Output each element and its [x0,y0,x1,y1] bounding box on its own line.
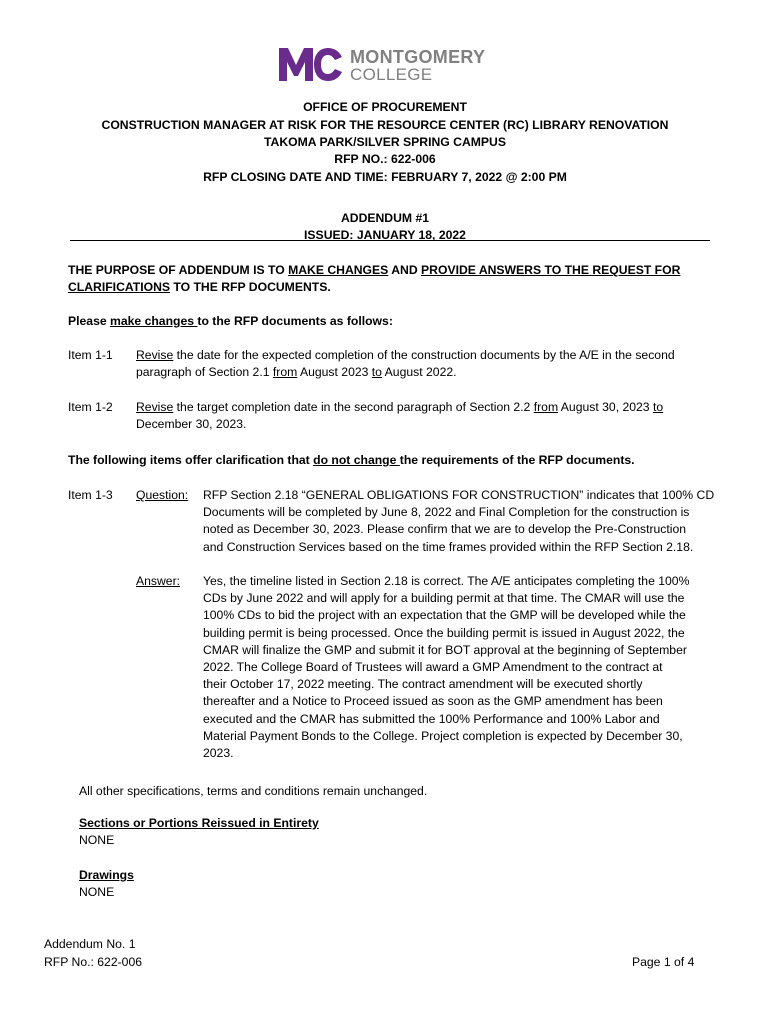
drawings-heading [79,867,134,884]
purpose-make-changes: MAKE CHANGES [288,263,389,277]
from-word: from [533,400,559,414]
campus-line: TAKOMA PARK/SILVER SPRING CAMPUS [264,135,506,149]
item-1-3-label: Item 1-3 [68,488,113,502]
purpose-text: TO THE RFP DOCUMENTS. [170,280,331,295]
rfp-number-line: RFP NO.: 622-006 [334,152,436,166]
revise-word: Revise [136,348,174,362]
question-line: and Construction Services based on the time frames provided within the RFP Section 2.18. [203,539,694,554]
changes-intro-text: to the RFP documents as follows: [197,314,393,328]
drawings-heading-text: Drawings [79,868,134,882]
sections-reissued-heading-text: Sections or Portions Reissued in Entirety [79,816,319,830]
to-word: to [371,365,382,380]
drawings-value: NONE [79,885,115,899]
clarification-text: The following items offer clarification that [68,453,314,467]
changes-intro-text: Please [68,314,111,328]
answer-line: Yes, the timeline listed in Section 2.18 is correct. The A/E anticipates completing the 100% [203,574,690,588]
answer-line: Material Payment Bonds to the College. Project completion is expected by December 30, [203,728,683,743]
clarification-underlined: do not change [313,453,400,467]
purpose-statement [68,262,708,296]
purpose-provide-answers: PROVIDE ANSWERS TO THE REQUEST FOR [421,263,681,277]
answer-line: 2022. The College Board of Trustees will award a GMP Amendment to the contract at [203,660,663,675]
item-text: paragraph of Section 2.1 [136,365,273,380]
item-1-1-label: Item 1-1 [68,348,113,362]
issued-date: ISSUED: JANUARY 18, 2022 [304,228,466,242]
answer-line: thereafter and a Notice to Proceed issued as soon as the GMP amendment has been [203,694,663,709]
item-text: the date for the expected completion of the construction documents by the A/E in the second [173,348,675,362]
question-label [136,487,188,504]
answer-line: 2023. [203,746,234,761]
item-1-1-body [136,347,714,381]
item-text: August 2022. [381,365,457,380]
item-text: August 2023 [297,365,372,380]
logo-wordmark-line1: MONTGOMERY [350,47,486,67]
montgomery-college-logo [278,45,493,85]
purpose-text: THE PURPOSE OF ADDENDUM IS TO [68,263,289,277]
mc-logo-mark-icon [278,45,344,83]
item-1-2-body [136,399,714,433]
question-line: Documents will be completed by June 8, 2022 and Final Completion for the construction is [203,505,690,520]
answer-line: their October 17, 2022 meeting. The contract amendment will be executed shortly [203,677,643,692]
purpose-clarifications: CLARIFICATIONS [68,280,171,295]
logo-wordmark-line2: COLLEGE [350,65,433,84]
to-word: to [652,400,664,414]
sections-reissued-value: NONE [79,833,115,847]
question-body [203,487,715,556]
item-1-2-label: Item 1-2 [68,400,113,414]
clarification-intro [68,452,635,469]
office-heading: OFFICE OF PROCUREMENT [303,100,467,114]
header-divider [70,240,710,241]
sections-reissued-heading [79,815,319,832]
answer-line: CDs by June 2022 and will apply for a building permit at that time. The CMAR will use the [203,591,685,606]
question-line: noted as December 30, 2023. Please confirm that we are to develop the Pre-Construction [203,522,687,537]
from-word: from [272,365,298,380]
answer-line: 100% CDs to bid the project with an expectation that the GMP will be developed while the [203,608,686,623]
answer-line: CMAR will finalize the GMP and submit it for BOT approval at the beginning of September [203,642,687,657]
footer-rfp-number: RFP No.: 622-006 [44,955,143,969]
remain-unchanged-statement: All other specifications, terms and conditions remain unchanged. [79,784,428,798]
revise-word: Revise [136,400,174,414]
changes-intro [68,313,393,330]
answer-label [136,573,180,590]
footer-addendum-number: Addendum No. 1 [44,937,136,951]
changes-intro-underlined: make changes [110,314,198,328]
item-text: August 30, 2023 [558,400,653,414]
question-label-text: Question: [136,488,189,502]
item-text: the target completion date in the second paragraph of Section 2.2 [173,400,534,414]
answer-body [203,573,715,762]
closing-date-line: RFP CLOSING DATE AND TIME: FEBRUARY 7, 2022 @ 2:00 PM [203,170,567,184]
answer-line: building permit is being processed. Once the building permit is issued in August 2022, the [203,625,685,640]
project-title: CONSTRUCTION MANAGER AT RISK FOR THE RESOURCE CENTER (RC) LIBRARY RENOVATION [101,118,669,132]
clarification-text: the requirements of the RFP documents. [399,453,635,467]
item-text: December 30, 2023. [136,417,247,432]
answer-line: executed and the CMAR has submitted the 100% Performance and 100% Labor and [203,711,660,726]
question-line: RFP Section 2.18 “GENERAL OBLIGATIONS FOR CONSTRUCTION” indicates that 100% CD [203,488,715,502]
purpose-text: AND [388,263,422,277]
footer-page-number: Page 1 of 4 [632,955,695,969]
answer-label-text: Answer: [136,574,181,588]
addendum-number: ADDENDUM #1 [340,211,430,225]
